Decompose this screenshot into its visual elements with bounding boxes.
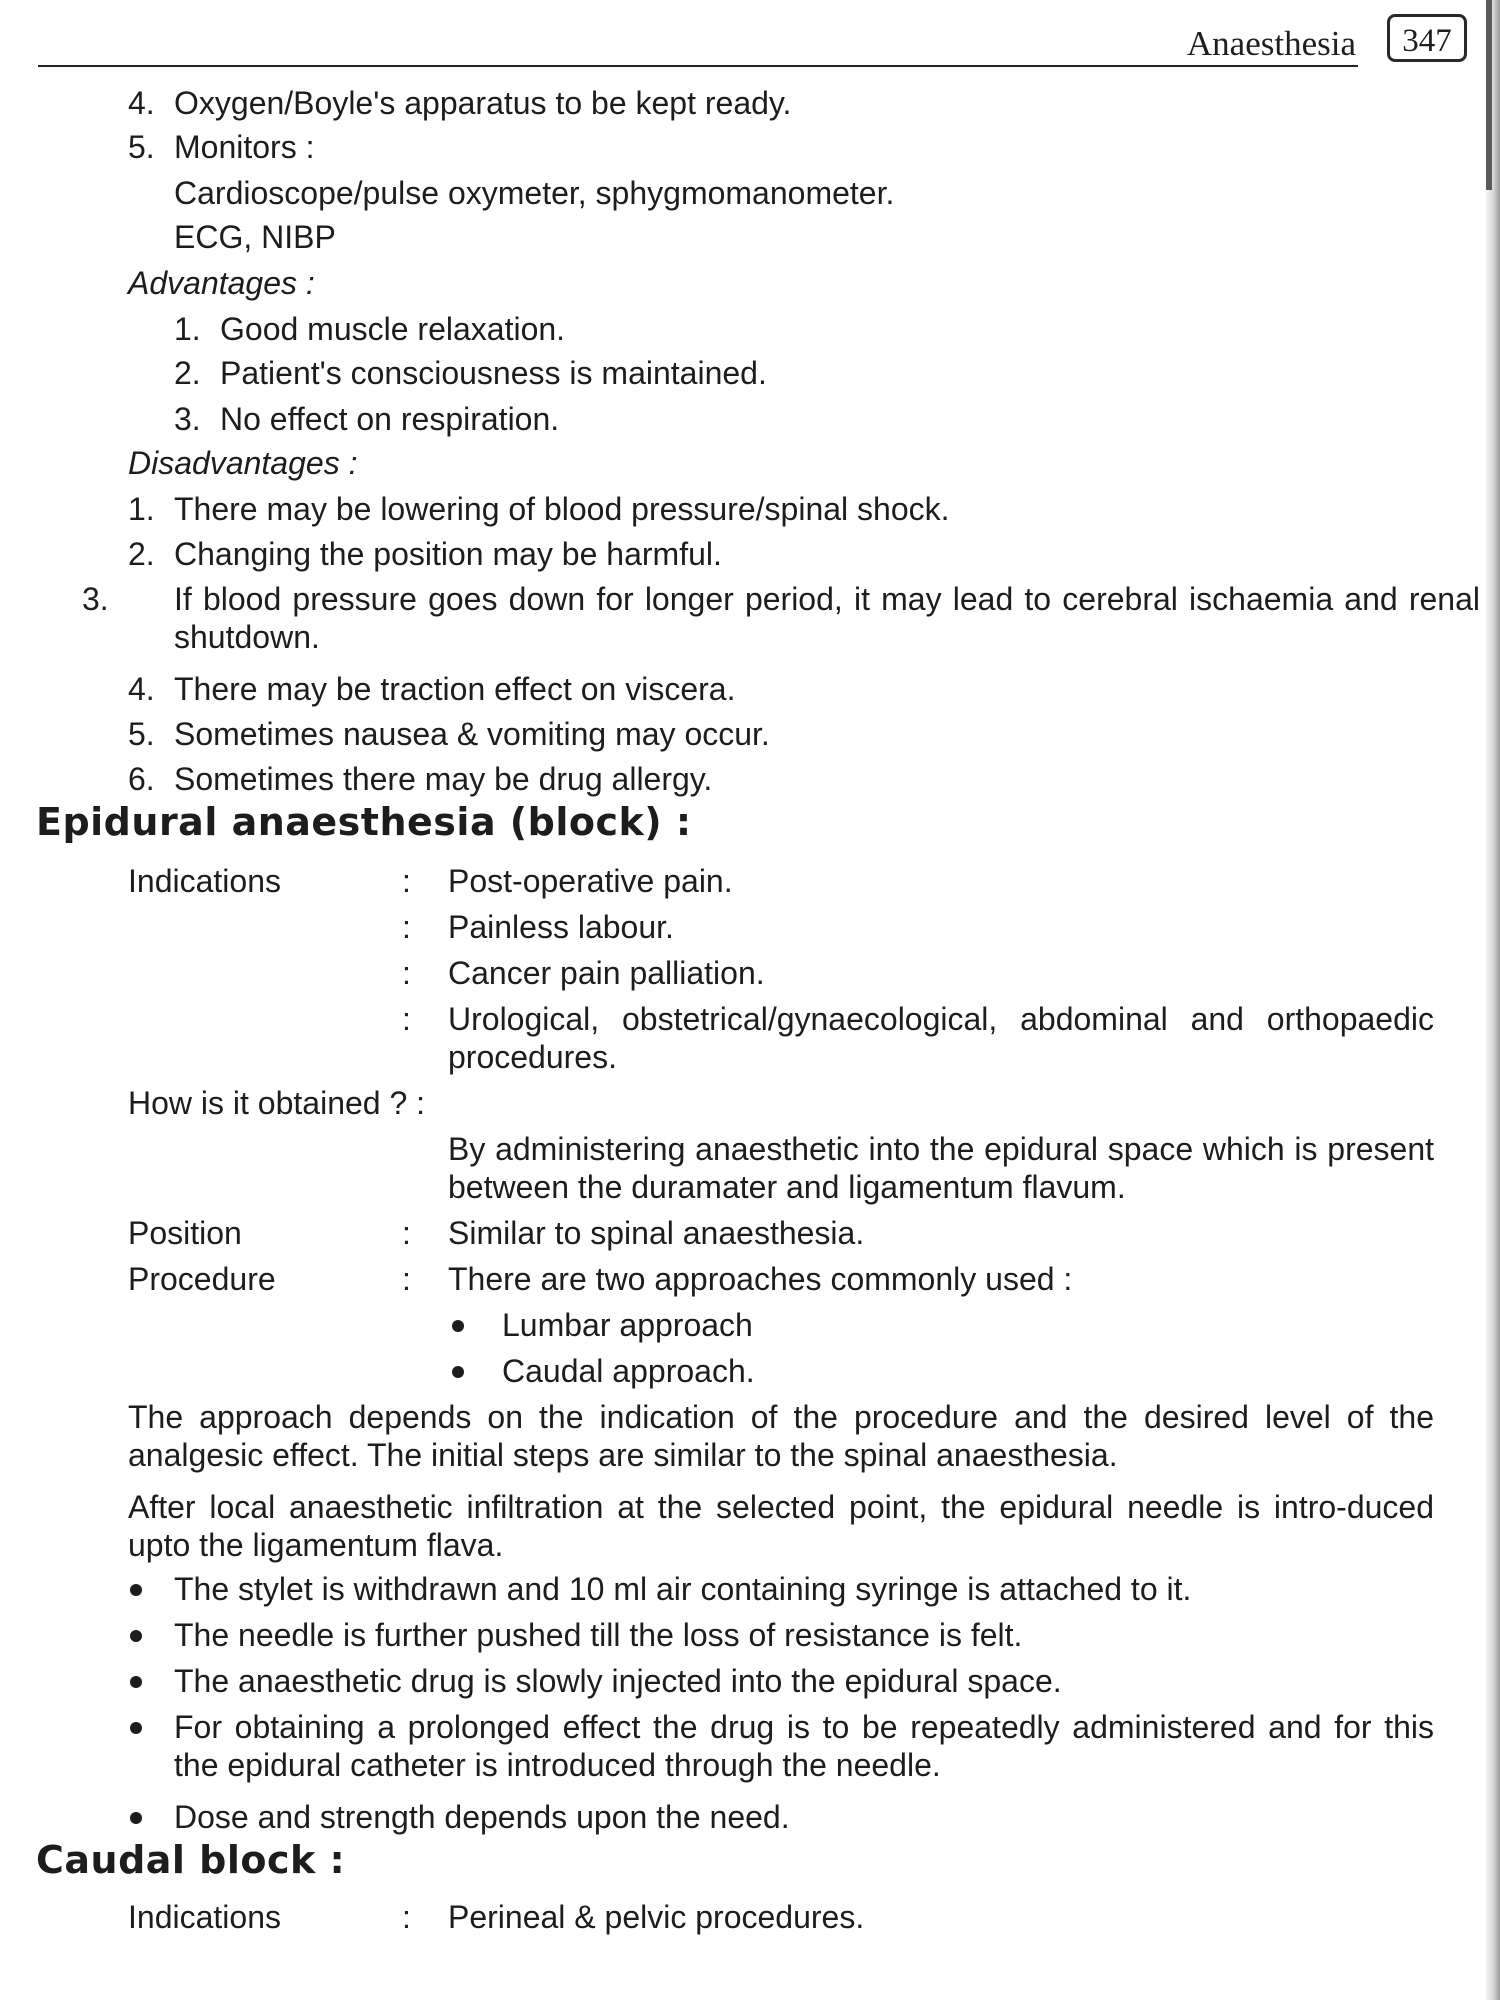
list-item: 5. Monitors : (128, 129, 315, 165)
step-item: The needle is further pushed till the loss of resistance is felt. (174, 1617, 1023, 1653)
list-item: 4. There may be traction effect on viscera. (128, 671, 736, 707)
caudal-heading: Caudal block : (36, 1838, 346, 1882)
approach-item: Caudal approach. (502, 1353, 755, 1389)
list-item: 1. Good muscle relaxation. (174, 311, 566, 347)
bullet-icon (130, 1630, 142, 1642)
list-item: 1. There may be lowering of blood pressure/spinal shock. (128, 491, 950, 527)
colon: : (402, 1215, 411, 1251)
position-text: Similar to spinal anaesthesia. (448, 1215, 865, 1251)
position-label: Position (128, 1215, 242, 1251)
indication-item: Painless labour. (448, 909, 674, 945)
paragraph: The approach depends on the indication of the procedure and the desired level of the analgesic effect. The initial steps are similar to the spinal anaesthesia. (128, 1399, 1434, 1473)
step-item: For obtaining a prolonged effect the drug is to be repeatedly administered and for this the epidural catheter is introduced through the needle. (174, 1709, 1434, 1783)
spine-edge (1486, 0, 1492, 190)
list-item: 3. No effect on respiration. (174, 401, 560, 437)
procedure-text: There are two approaches commonly used : (448, 1261, 1073, 1297)
indications-label: Indications (128, 1899, 281, 1935)
how-obtained-text: By administering anaesthetic into the epidural space which is present between the duramater and ligamentum flavum. (448, 1131, 1434, 1205)
disadvantages-title: Disadvantages : (128, 445, 358, 481)
indications-label: Indications (128, 863, 281, 899)
bullet-icon (452, 1366, 464, 1378)
monitors-line: ECG, NIBP (174, 219, 336, 255)
epidural-heading: Epidural anaesthesia (block) : (36, 800, 692, 844)
bullet-icon (130, 1584, 142, 1596)
list-item: 6. Sometimes there may be drug allergy. (128, 761, 713, 797)
paragraph: After local anaesthetic infiltration at the selected point, the epidural needle is intro-duced upto the ligamentum flava. (128, 1489, 1434, 1563)
step-item: The stylet is withdrawn and 10 ml air containing syringe is attached to it. (174, 1571, 1192, 1607)
list-item: 3. If blood pressure goes down for longer period, it may lead to cerebral ischaemia and renal shutdown. (82, 581, 1480, 655)
bullet-icon (452, 1320, 464, 1332)
book-spine-shadow (1486, 0, 1500, 2000)
approach-item: Lumbar approach (502, 1307, 753, 1343)
colon: : (402, 1001, 411, 1037)
colon: : (402, 1261, 411, 1297)
advantages-title: Advantages : (128, 265, 315, 301)
list-item: 2. Changing the position may be harmful. (128, 536, 722, 572)
list-item: 2. Patient's consciousness is maintained. (174, 355, 767, 391)
page-number-box: 347 (1387, 14, 1467, 62)
how-obtained-label: How is it obtained ? : (128, 1085, 426, 1121)
indication-item: Urological, obstetrical/gynaecological, abdominal and orthopaedic procedures. (448, 1001, 1434, 1075)
colon: : (402, 909, 411, 945)
indication-item: Perineal & pelvic procedures. (448, 1899, 865, 1935)
indication-item: Post-operative pain. (448, 863, 733, 899)
list-item: 4. Oxygen/Boyle's apparatus to be kept ready. (128, 85, 792, 121)
colon: : (402, 1899, 411, 1935)
header-rule (38, 65, 1358, 67)
bullet-icon (130, 1722, 142, 1734)
colon: : (402, 955, 411, 991)
list-item: 5. Sometimes nausea & vomiting may occur. (128, 716, 770, 752)
indication-item: Cancer pain palliation. (448, 955, 765, 991)
step-item: Dose and strength depends upon the need. (174, 1799, 790, 1835)
bullet-icon (130, 1676, 142, 1688)
monitors-line: Cardioscope/pulse oxymeter, sphygmomanometer. (174, 175, 895, 211)
bullet-icon (130, 1812, 142, 1824)
procedure-label: Procedure (128, 1261, 276, 1297)
colon: : (402, 863, 411, 899)
running-header: Anaesthesia (1186, 24, 1356, 63)
step-item: The anaesthetic drug is slowly injected into the epidural space. (174, 1663, 1062, 1699)
